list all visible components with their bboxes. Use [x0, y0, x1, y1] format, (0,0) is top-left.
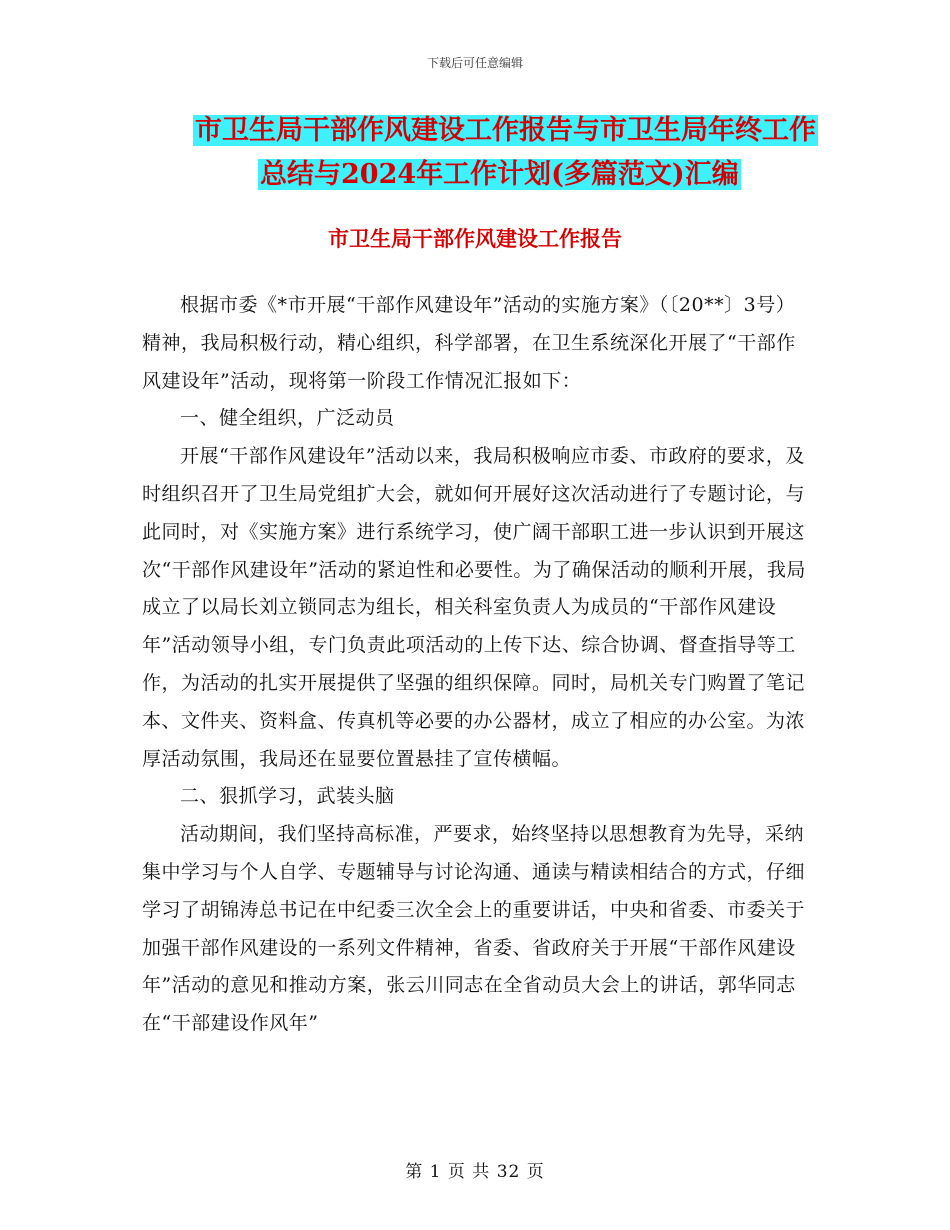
heading-one: 一、健全组织，广泛动员: [180, 407, 395, 430]
document-title-line-2: [258, 156, 950, 194]
paragraph-intro: 根据市委《*市开展“干部作风建设年”活动的实施方案》（〔20**〕3号）精神，我局积极行动，精心组织，科学部署，在卫生系统深化开展了“干部作风建设年”活动，现将第一阶段工作情况汇报如下：: [142, 294, 796, 392]
page-header-note: 下载后可任意编辑: [426, 56, 523, 70]
title-highlight-2: 总结与2024年工作计划(多篇范文)汇编: [260, 159, 739, 190]
document-body: [142, 287, 808, 1043]
section-title: 市卫生局干部作风建设工作报告: [328, 226, 622, 251]
title-highlight-1: 市卫生局干部作风建设工作报告与市卫生局年终工作: [195, 115, 816, 146]
paragraph-study: 活动期间，我们坚持高标准，严要求，始终坚持以思想教育为先导，采纳集中学习与个人自学、专题辅导与讨论沟通、通读与精读相结合的方式，仔细学习了胡锦涛总书记在中纪委三次全会上的重要讲话，中央和省委、市委关于加强干部作风建设的一系列文件精神，省委、省政府关于开展“干部作风建设年”活动的意见和推动方案，张云川同志在全省动员大会上的讲话，郭华同志在“干部建设作风年”: [142, 823, 806, 1035]
heading-two: 二、狠抓学习，武装头脑: [180, 785, 395, 808]
document-title-line-1: [193, 112, 893, 150]
paragraph-organization: 开展“干部作风建设年”活动以来，我局积极响应市委、市政府的要求，及时组织召开了卫生局党组扩大会，就如何开展好这次活动进行了专题讨论，与此同时，对《实施方案》进行系统学习，使广阔干部职工进一步认识到开展这次“干部作风建设年”活动的紧迫性和必要性。为了确保活动的顺利开展，我局成立了以局长刘立锁同志为组长，相关科室负责人为成员的“干部作风建设年”活动领导小组，专门负责此项活动的上传下达、综合协调、督查指导等工作，为活动的扎实开展提供了坚强的组织保障。同时，局机关专门购置了笔记本、文件夹、资料盒、传真机等必要的办公器材，成立了相应的办公室。为浓厚活动氛围，我局还在显要位置悬挂了宣传横幅。: [142, 445, 806, 770]
page-number-footer: 第 1 页 共 32 页: [405, 1162, 545, 1182]
